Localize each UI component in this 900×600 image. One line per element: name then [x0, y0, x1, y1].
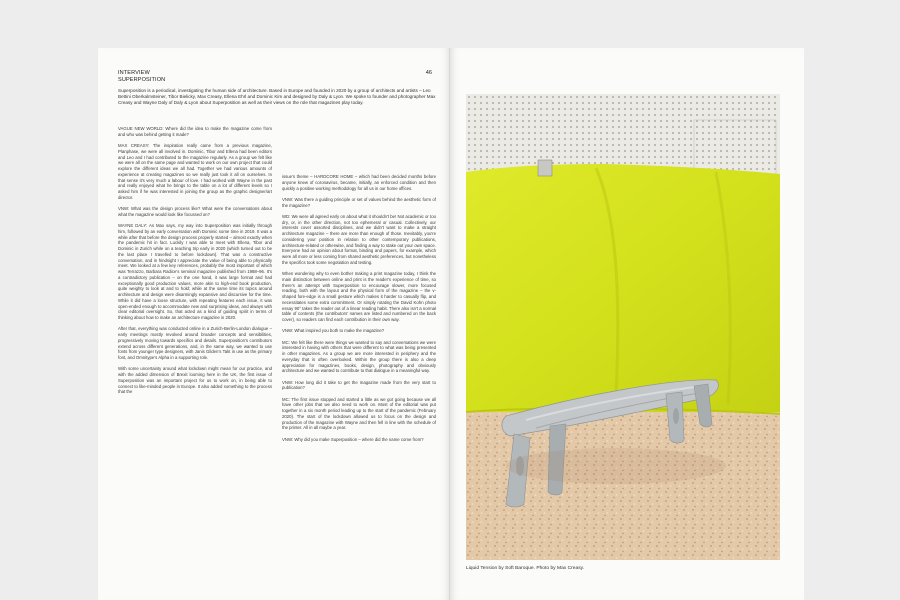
page-header — [118, 70, 165, 84]
intro-paragraph: Superposition is a periodical, investigating the human side of architecture. Based in Europe and founded in 2020 by a group of architects and artists – Leo Bettini Oberkalmsteiner, Tibor Bielicky, Max Creasy, Ellena Ehrl and Dominic Kim and designed by Daly & Lyon. We spoke to founder and photographer Max Creasy and Wayne Daly of Daly & Lyon about Superposition as well as their views on the role that magazines play today. — [118, 88, 436, 106]
paragraph: MAX CREASY: The inspiration really came from a previous magazine, Planphase, we were all involved in. Dominic, Tibor and Ellena had been editors and Leo and I had contributed to the magazine regularly. As a group we felt like we were all on the same page and wanted to work on our own project that could explore the different ideas we all had. Together we had various amounts of experience at creating magazines so we really just took it all on ourselves. In that sense it's very much a labour of love. I had worked with Wayne in the past and really enjoyed what he brings to the table on a lot of different levels so I asked him if he was interested in joining the group as the graphic designer/art director. — [118, 143, 272, 200]
text-column-1 — [118, 126, 272, 401]
paragraph: VNW: How long did it take to get the magazine made from the very start to publication? — [282, 379, 436, 391]
paragraph: WAYNE DALY: As Max says, my way into Superposition was initially through him, followed by an early conversation with Dominic some time in 2019. It was a while after that before the design process properly started – almost exactly when the pandemic hit in fact. Luckily I was able to meet with Ellena, Tibor and Dominic in Zurich while on a teaching trip early in 2020 (which turned out to be the last place I travelled to before lockdown). That was a constructive conversation, and in hindsight I appreciate the value of being able to physically meet. We looked at a few key references, probably the most important of which was Terrazzo, Barbara Radice's seminal magazine published from 1988–96. It's a contradictory publication – on the one hand, it was large format and had exceptionally good production values, more akin to high-end book production, quite weighty to look at and to hold; while at the same time its topics around architecture and design were disarmingly expansive and discursive for the time. While it did have a loose structure, with repeating features each issue, it was open-ended enough to accommodate new and surprising ideas, and always with clear editorial oversight. So, that acted as a kind of guiding spirit in terms of thinking about how to make an architecture magazine in 2020. — [118, 223, 272, 320]
bench-photo — [466, 94, 780, 560]
paragraph: WD: We were all agreed early on about what it shouldn't be! Not academic or too dry, or, in the other direction, not too ephemeral or casual. Collectively, our interests cover assorted disciplines, and we didn't want to make a straight architecture magazine – there are more than enough of those. Inevitably, you're considering your position in relation to other contemporary publications, architecture-related or otherwise, and finding a way to stake out your own space. Everyone had an opinion about format, binding and papers, for example, which were all more or less coming from shared aesthetic preferences, but nonetheless the specifics took some negotiation and testing. — [282, 213, 436, 265]
paragraph: MC: We felt like there were things we wanted to say and conversations we were interested in having with others that were different to what was being presented in other magazines. As a group we are more interested in periphery and the everyday that is often overlooked. Within the group there is also a deep appreciation for magazines, books, design, photography and obviously architecture and we wanted to contribute to that dialogue in a meaningful way. — [282, 339, 436, 374]
paragraph: VNW: Why did you make Superposition – where did the name come from? — [282, 436, 424, 442]
section-label: INTERVIEW — [118, 70, 150, 76]
paragraph: With some uncertainty around what lockdown might mean for our practice, and with the added dimension of Brexit looming here in the UK, the first issue of Superposition was an important project for us to work on, in being able to connect to like-minded people in Europe. It also added something to the process that the — [118, 366, 272, 395]
magazine-spread — [98, 48, 804, 600]
article-title: SUPERPOSITION — [118, 77, 166, 83]
paragraph: VNW: What was the design process like? What were the conversations about what the magazine would look like focussed on? — [118, 206, 272, 217]
paragraph: VAGUE NEW WORLD: Where did the idea to make the magazine come from and who was behind getting it made? — [118, 126, 272, 137]
text-column-2 — [282, 174, 436, 448]
photo-caption: Liquid Tension by Soft Baroque. Photo by Max Creasy. — [466, 566, 585, 571]
paragraph: MC: The first issue stopped and started a little as we got going because we all have other jobs that we also need to work on. Most of the editorial was put together in a six month period leading up to the start of the pandemic (February 2020). The start of the lockdown allowed us to focus on the design and production of the magazine with Wayne and then fell in line with the schedule of the printer. All in all maybe a year. — [282, 396, 436, 431]
left-page — [98, 48, 450, 600]
page-number: 46 — [425, 70, 432, 76]
paragraph: VNW: What inspired you both to make the magazine? — [282, 328, 385, 334]
paragraph: When wondering why to even bother making a print magazine today, I think the main distinction between online and print is the reader's experience of time, so there's an attempt with Superposition to encourage slower, more focused reading, both with the layout and the physical form of the magazine – the v-shaped fore-edge is a small gesture which makes it harder to casually flip, and necessitates some extra commitment. Or simply rotating the David Kohn photo essay 90° takes the reader out of a linear reading habit. There also isn't a normal table of contents (the contributors' names are listed and numbered on the back cover), so readers can find each contribution in their own way. — [282, 271, 436, 322]
paragraph: After that, everything was conducted online in a Zurich-Berlin-London dialogue – early meetings mostly revolved around broader concepts and sensibilities, progressively moving towards specifics and details. Superposition's contributors extend across different generations, and, in the same way, we wanted to use fonts from younger type designers, with Janis Gilden's Takt in use as the primary font, and Omnitype's Alpha in a supporting role. — [118, 326, 272, 360]
right-page — [450, 48, 804, 600]
paragraph: VNW: Was there a guiding principle or set of values behind the aesthetic form of the magazine? — [282, 196, 436, 208]
paragraph: issue's theme – HARDCORE HOME – which had been decided months before anyone knew of coronavirus, became, initially, an enforced condition and then quickly a positive working methodology for all us in our home offices. — [282, 174, 436, 191]
